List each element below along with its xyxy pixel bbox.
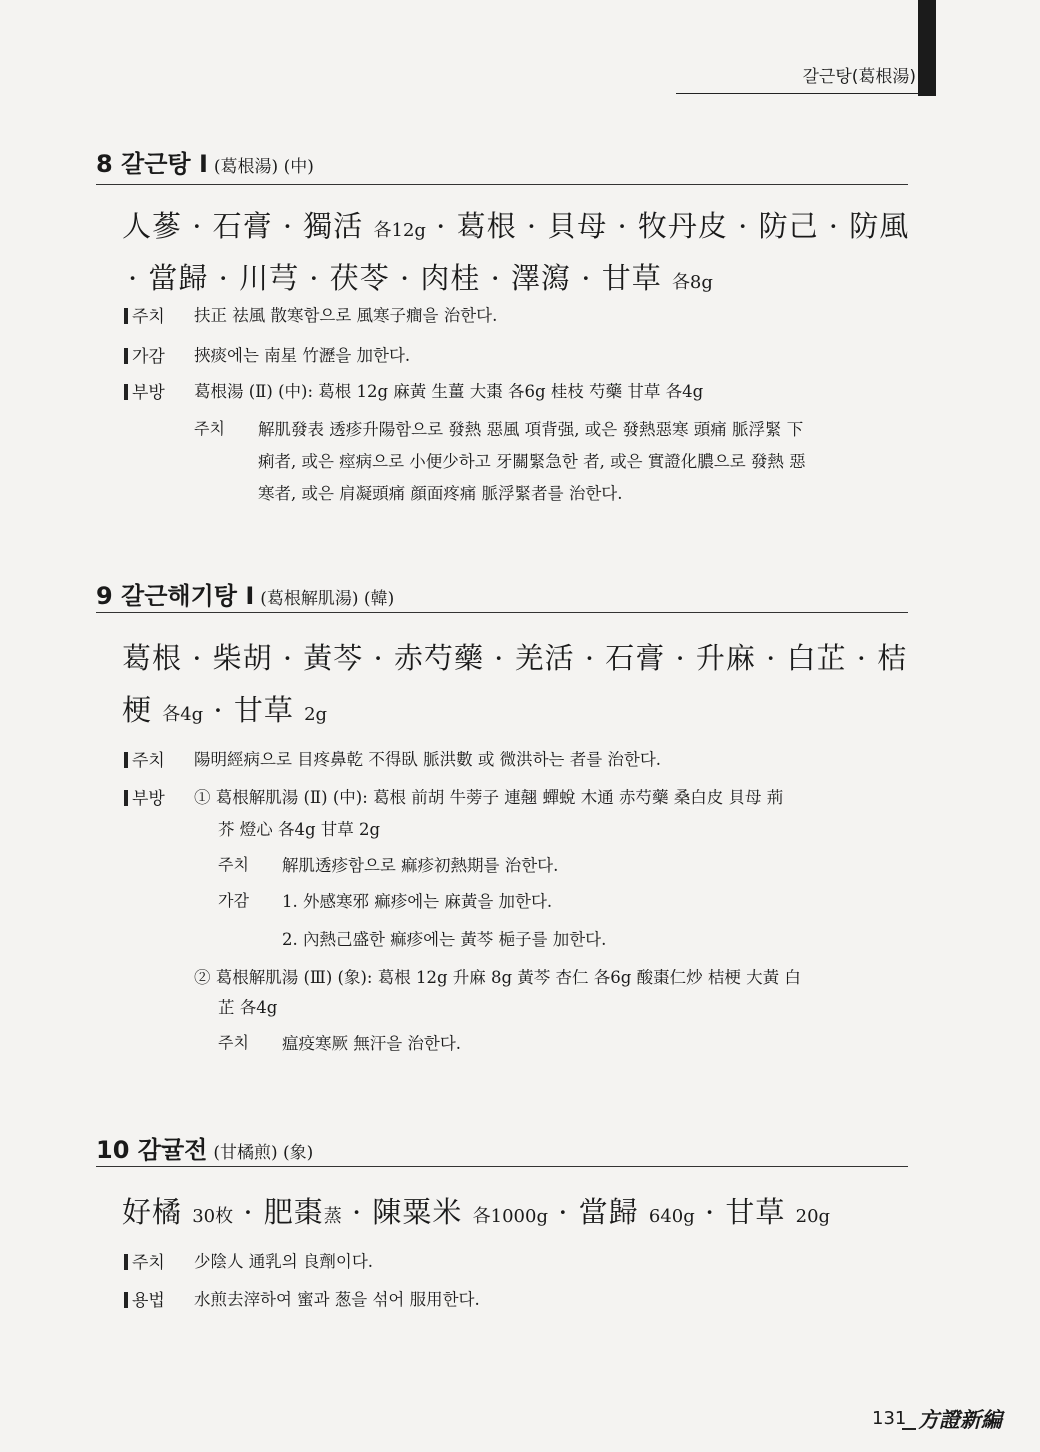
section-10-rule (96, 1166, 908, 1167)
section-8-gagam-label: 가감 (124, 342, 165, 367)
section-8-juchi-text: 扶正 祛風 散寒함으로 風寒子癎을 治한다. (194, 306, 498, 325)
section-10-title: 10 감귤전 (96, 1136, 208, 1164)
footer-rule (902, 1428, 916, 1430)
section-8-bubang-label: 부방 (124, 378, 165, 403)
section-8-sub-juchi-label: 주치 (194, 419, 225, 438)
section-10-heading (96, 1130, 313, 1165)
section-9-rule (96, 612, 908, 613)
section-8-sub-line-1: 解肌發表 透疹升陽함으로 發熱 惡風 項背强, 或은 發熱惡寒 頭痛 脈浮緊 下 (258, 420, 804, 439)
section-9-b1-juchi-label: 주치 (218, 855, 249, 874)
section-9-title: 9 갈근해기탕 I (96, 582, 255, 610)
header-rule (676, 93, 920, 94)
section-10-yongbeop-text: 水煎去滓하여 蜜과 葱을 섞어 服用한다. (194, 1290, 480, 1309)
section-8-rule (96, 184, 908, 185)
section-9-herbs-line-2: 梗 各4g · 甘草 2g (122, 693, 328, 727)
section-9-bubang-1b: 芥 燈心 各4g 甘草 2g (218, 820, 381, 839)
section-8-heading (96, 144, 314, 179)
black-spine-bar (918, 0, 936, 96)
section-8-gagam-text: 挾痰에는 南星 竹瀝을 加한다. (194, 346, 411, 365)
section-9-herbs-line-1: 葛根 · 柴胡 · 黃芩 · 赤芍藥 · 羌活 · 石膏 · 升麻 · 白芷 · 桔 (122, 641, 908, 675)
section-9-juchi-text: 陽明經病으로 目疼鼻乾 不得臥 脈洪數 或 微洪하는 者를 治한다. (194, 750, 662, 769)
section-9-bubang-2b: 芷 各4g (218, 998, 278, 1017)
section-10-juchi-label: 주치 (124, 1248, 165, 1273)
section-9-b1-juchi-text: 解肌透疹함으로 痲疹初熱期를 治한다. (282, 856, 559, 875)
section-9-subtitle: (葛根解肌湯) (韓) (260, 589, 395, 609)
book-title: 方證新編 (918, 1407, 1002, 1432)
section-8-sub-line-2: 痢者, 或은 痙病으로 小便少하고 牙關緊急한 者, 或은 實證化膿으로 發熱 惡 (258, 452, 806, 471)
section-9-b2-juchi-label: 주치 (218, 1033, 249, 1052)
running-head: 갈근탕(葛根湯) (802, 67, 916, 87)
section-10-herbs-line-1: 好橘 30枚 · 肥棗蒸 · 陳粟米 各1000g · 當歸 640g · 甘草 20g (122, 1195, 831, 1229)
section-8-sub-line-3: 寒者, 或은 肩凝頭痛 顔面疼痛 脈浮緊者를 治한다. (258, 484, 623, 503)
section-9-bubang-2: ② 葛根解肌湯 (Ⅲ) (象): 葛根 12g 升麻 8g 黃芩 杏仁 各6g 酸棗仁炒 桔梗 大黃 白 (194, 968, 801, 987)
section-9-heading (96, 576, 394, 611)
section-8-title: 8 갈근탕 I (96, 150, 208, 178)
section-8-herbs-line-1: 人蔘 · 石膏 · 獨活 各12g · 葛根 · 貝母 · 牧丹皮 · 防己 · 防風 (122, 209, 910, 243)
section-8-herbs-line-2: · 當歸 · 川芎 · 茯苓 · 肉桂 · 澤瀉 · 甘草 各8g (128, 261, 713, 295)
section-8-juchi-label: 주치 (124, 302, 165, 327)
section-8-bubang-text: 葛根湯 (Ⅱ) (中): 葛根 12g 麻黃 生薑 大棗 各6g 桂枝 芍藥 甘草 各4g (194, 382, 704, 401)
page-number: 131 (872, 1408, 907, 1429)
section-9-bubang-label: 부방 (124, 784, 165, 809)
section-10-subtitle: (甘橘煎) (象) (213, 1143, 314, 1163)
section-9-b2-juchi-text: 瘟疫寒厥 無汗을 治한다. (282, 1034, 462, 1053)
section-9-b1-gagam-1: 1. 外感寒邪 痲疹에는 麻黃을 加한다. (282, 892, 553, 911)
section-8-subtitle: (葛根湯) (中) (213, 157, 314, 177)
section-9-bubang-1: ① 葛根解肌湯 (Ⅱ) (中): 葛根 前胡 牛蒡子 連翹 蟬蛻 木通 赤芍藥 桑白皮 貝母 荊 (194, 788, 784, 807)
section-9-b1-gagam-2: 2. 內熱己盛한 痲疹에는 黃芩 梔子를 加한다. (282, 930, 607, 949)
section-10-yongbeop-label: 용법 (124, 1286, 165, 1311)
section-9-b1-gagam-label: 가감 (218, 891, 249, 910)
section-10-juchi-text: 少陰人 通乳의 良劑이다. (194, 1252, 374, 1271)
section-9-juchi-label: 주치 (124, 746, 165, 771)
